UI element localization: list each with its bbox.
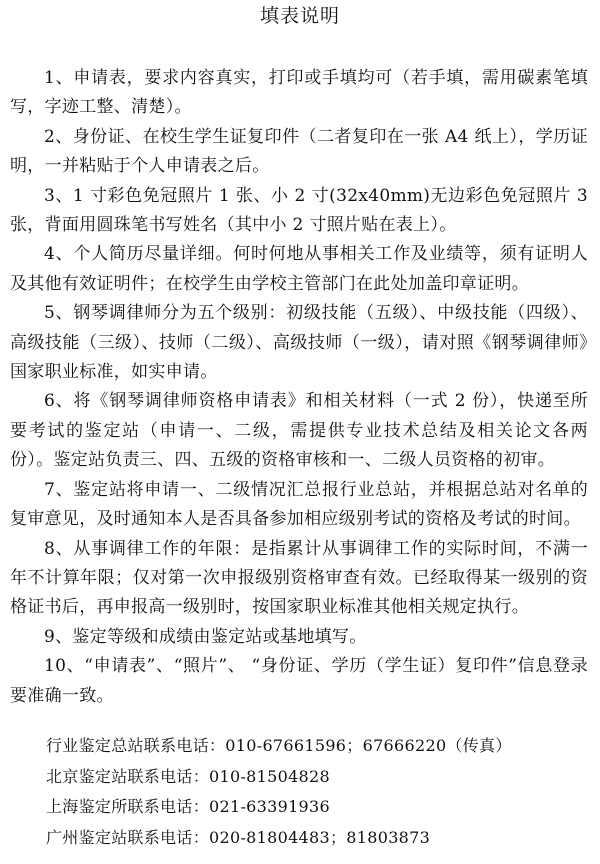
instruction-paragraph-7: 7、鉴定站将申请一、二级情况汇总报行业总站，并根据总站对名单的复审意见，及时通知本人是否具备参加相应级别考试的资格及考试的时间。: [10, 479, 588, 530]
instructions-body: [0, 64, 600, 711]
instruction-paragraph-10: 10、“申请表”、“照片”、 “身份证、学历（学生证）复印件”信息登录要准确一致。: [10, 656, 588, 706]
instruction-paragraph-8: 8、从事调律工作的年限：是指累计从事调律工作的实际时间，不满一年不计算年限；仅对第一次申报级别资格审查有效。已经取得某一级别的资格证书后，再申报高一级别时，按国家职业标准其他相关规定执行。: [10, 538, 588, 618]
instruction-paragraph-6: 6、将《钢琴调律师资格申请表》和相关材料（一式 2 份），快递至所要考试的鉴定站（申请一、二级，需提供专业技术总结及相关论文各两份）。鉴定站负责三、四、五级的资格审核和一、二级人员资格的初审。: [10, 391, 588, 471]
instruction-paragraph-5: 5、钢琴调律师分为五个级别：初级技能（五级）、中级技能（四级）、高级技能（三级）、技师（二级）、高级技师（一级），请对照《钢琴调律师》国家职业标准，如实申请。: [10, 303, 588, 383]
instruction-paragraph-1: 1、申请表，要求内容真实，打印或手填均可（若手填，需用碳素笔填写，字迹工整、清楚）。: [10, 68, 588, 118]
instruction-paragraph-9: 9、鉴定等级和成绩由鉴定站或基地填写。: [44, 626, 367, 647]
contact-line-guangzhou: 广州鉴定站联系电话：020-81804483；81803873: [46, 827, 431, 847]
contact-line-headquarters: 行业鉴定总站联系电话：010-67661596；67666220（传真）: [46, 736, 512, 755]
document-title: 填表说明: [259, 5, 340, 27]
instruction-paragraph-3: 3、1 寸彩色免冠照片 1 张、小 2 寸(32x40mm)无边彩色免冠照片 3 张，背面用圆珠笔书写姓名（其中小 2 寸照片贴在表上）。: [10, 185, 588, 236]
instruction-paragraph-4: 4、个人简历尽量详细。何时何地从事相关工作及业绩等，须有证明人及其他有效证明件；在校学生由学校主管部门在此处加盖印章证明。: [10, 244, 588, 294]
instruction-paragraph-2: 2、身份证、在校生学生证复印件（二者复印在一张 A4 纸上），学历证明，一并粘贴于个人申请表之后。: [10, 126, 588, 177]
contact-list: [0, 731, 600, 853]
contact-line-shanghai: 上海鉴定所联系电话：021-63391936: [46, 797, 330, 816]
contact-line-beijing: 北京鉴定站联系电话：010-81504828: [46, 766, 330, 786]
